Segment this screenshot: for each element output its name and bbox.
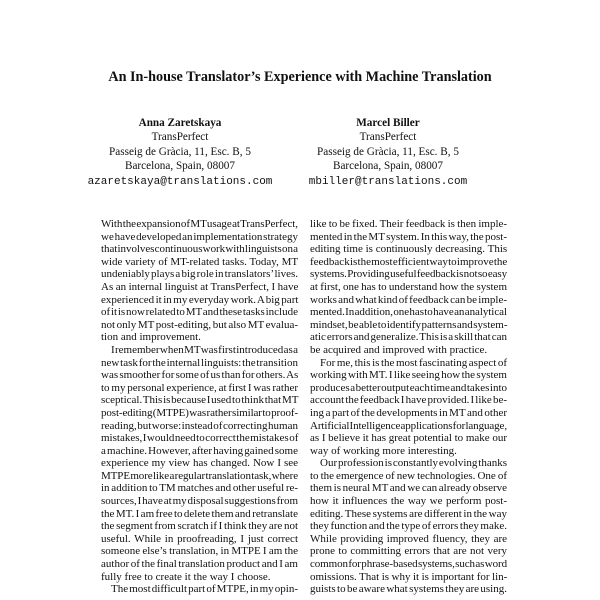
text-line: was smoother for some of us than for others. As: [101, 369, 299, 382]
text-line: a machine. However, after having gained some: [101, 444, 298, 457]
text-line: I remember when MT was first introduced as a: [111, 343, 298, 356]
text-line: at first, one has to understand how the system: [310, 280, 507, 293]
text-line: produces a better output each time and takes into: [310, 381, 508, 394]
author-email: azaretskaya@translations.com: [87, 175, 273, 188]
text-line: working with MT. I like seeing how the system: [310, 369, 507, 382]
text-line: mistakes, I would need to correct the mistakes of: [101, 432, 299, 445]
text-line: Artificial Intelligence applications for language,: [310, 419, 507, 432]
body-column-right: [310, 218, 507, 596]
text-line: experienced it in my everyday work. A big part: [101, 293, 299, 306]
text-line: editing time is continuously decreasing. This: [310, 243, 508, 256]
text-line: we have developed an implementation strategy: [101, 230, 298, 243]
author-email: mbiller@translations.com: [308, 175, 468, 188]
text-line: ing a part of the developments in MT and other: [310, 406, 507, 419]
text-line: experience my view has changed. Now I see: [101, 457, 298, 470]
text-line: prone to committing errors that are not very: [310, 545, 507, 558]
text-line: them is neural MT and we can already observe: [310, 482, 507, 495]
author-address-line: Passeig de Gràcia, 11, Esc. B, 5: [317, 145, 459, 158]
text-line: like to be fixed. Their feedback is then imple-: [310, 218, 508, 230]
text-line: Our profession is constantly evolving thanks: [320, 457, 507, 470]
text-line: works and what kind of feedback can be imple-: [310, 293, 507, 306]
text-line: that involves continuous work with linguists on a: [101, 243, 298, 256]
text-line: For me, this is the most fascinating aspect of: [320, 356, 507, 369]
author-address-line: Barcelona, Spain, 08007: [333, 160, 443, 173]
text-line: mindset, be able to identify patterns and system-: [310, 318, 508, 331]
text-line: wide variety of MT-related tasks. Today, MT: [101, 255, 299, 268]
text-line: mented. In addition, one has to have an analytical: [310, 306, 507, 319]
author-block-2: [288, 116, 488, 189]
text-line: new task for the internal linguists: the transition: [101, 356, 298, 369]
text-line: reading, but worse: instead of correcting human: [101, 419, 298, 432]
text-line: As an internal linguist at TransPerfect, I have: [101, 280, 299, 293]
text-line: in addition to TM matches and other useful re-: [101, 482, 299, 495]
text-line: of it is now related to MT and these tasks include: [101, 306, 298, 319]
text-line: as I believe it has great potential to make our: [310, 432, 507, 445]
text-line: not only MT post-editing, but also MT evalua-: [101, 318, 298, 331]
text-line: tion and improvement.: [101, 331, 201, 344]
body-column-left: [101, 218, 298, 596]
text-line: to the emergence of new technologies. One of: [310, 469, 507, 482]
author-address-line: Passeig de Gràcia, 11, Esc. B, 5: [109, 145, 251, 158]
text-line: MTPE more like a regular translation task, where: [101, 469, 298, 482]
author-affiliation: TransPerfect: [151, 131, 209, 144]
text-line: common for phrase-based systems, such as word: [310, 558, 507, 571]
text-line: they function and the type of errors they make.: [310, 520, 507, 533]
author-name: Marcel Biller: [356, 117, 420, 129]
text-line: editing. These systems are different in the way: [310, 507, 507, 520]
author-affiliation: TransPerfect: [359, 131, 417, 144]
text-line: the MT. I am free to delete them and retranslate: [101, 507, 298, 520]
text-line: sceptical. This is because I used to think that MT: [101, 394, 299, 407]
text-line: the segment from scratch if I think they are not: [101, 520, 298, 533]
text-line: The most difficult part of MTPE, in my opin-: [111, 583, 298, 596]
text-line: atic errors and generalize. This is a skill that can: [310, 331, 507, 344]
text-line: fully free to create it the way I choose.: [101, 570, 271, 583]
text-line: omissions. That is why it is important for lin-: [310, 570, 508, 583]
text-line: feedback is the most efficient way to improve the: [310, 255, 508, 268]
text-line: mented in the MT system. In this way, the post-: [310, 230, 507, 243]
text-line: how it influences the way we perform post-: [310, 495, 507, 508]
text-line: guists to be aware what systems they are using.: [310, 583, 507, 596]
text-line: be acquired and improved with practice.: [310, 343, 488, 356]
text-line: undeniably plays a big role in translators’ lives.: [101, 268, 298, 281]
text-line: someone else’s translation, in MTPE I am the: [101, 545, 298, 558]
text-line: post-editing (MTPE) was rather similar to proof-: [101, 406, 298, 419]
text-line: While providing improved fluency, they are: [310, 532, 507, 545]
text-line: sources, I have at my disposal suggestions from: [101, 495, 298, 508]
author-address-line: Barcelona, Spain, 08007: [125, 160, 235, 173]
text-line: account the feedback I have provided. I like be-: [310, 394, 507, 407]
text-line: useful. While in proofreading, I just correct: [101, 532, 298, 545]
text-line: systems. Providing useful feedback is not so easy: [310, 268, 507, 281]
text-line: to my personal experience, at first I was rather: [101, 381, 298, 394]
paper-title: An In-house Translator’s Experience with Machine Translation: [108, 69, 492, 85]
text-line: author of the final translation product and I am: [101, 558, 298, 571]
author-name: Anna Zaretskaya: [138, 117, 222, 129]
author-block-1: [80, 116, 280, 189]
text-line: way of working more interesting.: [310, 444, 457, 457]
text-line: With the expansion of MT usage at TransPerfect,: [101, 218, 298, 230]
